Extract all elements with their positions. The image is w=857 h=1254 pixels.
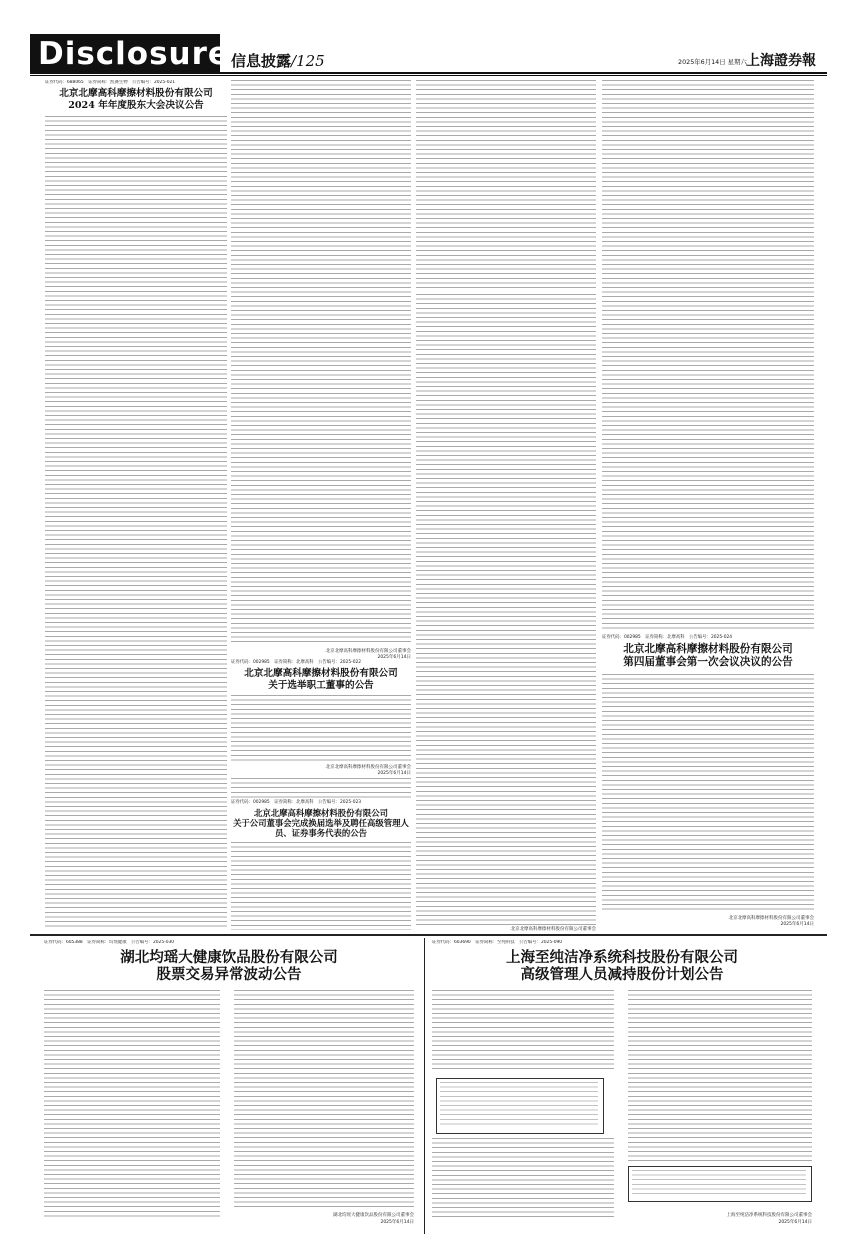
table-content xyxy=(440,1082,598,1128)
article-meta: 证券代码：688065 证券简称：凯赛生物 公告编号：2025-021 xyxy=(45,80,176,85)
article-date: 2025年6月14日 xyxy=(780,922,814,927)
article-board-meeting-column xyxy=(602,80,814,932)
shareholder-info-table xyxy=(436,1078,604,1134)
article-signature: 北京北摩高科摩擦材料股份有限公司董事会 xyxy=(325,765,411,770)
article-body-text xyxy=(231,695,411,763)
title-line: 关于选举职工董事的公告 xyxy=(268,679,374,691)
article-meta: 证券代码：002985 证券简称：北摩高科 公告编号：2025-022 xyxy=(231,660,362,665)
article-title xyxy=(44,949,414,984)
title-line: 北京北摩高科摩擦材料股份有限公司 xyxy=(254,808,388,818)
title-line: 高级管理人员减持股份计划公告 xyxy=(520,966,724,984)
masthead-logo: Disclosure xyxy=(38,36,230,72)
article-signature: 北京北摩高科摩擦材料股份有限公司董事会 xyxy=(510,927,596,932)
section-title xyxy=(231,50,325,71)
article-signature: 北京北摩高科摩擦材料股份有限公司董事会 xyxy=(325,649,411,654)
article-agm-continued xyxy=(231,80,411,932)
article-date: 2025年6月14日 xyxy=(377,655,411,660)
article-agm-resolution xyxy=(45,80,227,932)
article-body-text xyxy=(432,990,614,1072)
title-line: 员、证券事务代表的公告 xyxy=(274,828,368,839)
section-divider xyxy=(30,934,827,936)
column-divider xyxy=(424,938,425,1234)
article-meta: 证券代码：002985 证券简称：北摩高科 公告编号：2025-024 xyxy=(602,635,733,640)
article-date: 2025年6月14日 xyxy=(380,1220,414,1225)
article-body-text xyxy=(416,80,596,288)
title-line: 关于公司董事会完成换届选举及聘任高级管理人 xyxy=(233,818,409,829)
title-line: 湖北均瑶大健康饮品股份有限公司 xyxy=(120,949,338,966)
article-title xyxy=(432,949,812,984)
section-name: 信息披露 xyxy=(231,52,292,70)
title-line: 北京北摩高科摩擦材料股份有限公司 xyxy=(244,668,398,679)
article-body-text xyxy=(231,842,411,930)
article-body-text xyxy=(231,778,411,798)
masthead-rule xyxy=(30,72,827,74)
article-body-text xyxy=(44,990,220,1218)
article-meta: 证券代码：603690 证券简称：至纯科技 公告编号：2025-090 xyxy=(432,940,563,945)
title-line: 股票交易异常波动公告 xyxy=(156,966,302,984)
article-signature: 北京北摩高科摩擦材料股份有限公司董事会 xyxy=(728,916,814,921)
article-body-text xyxy=(231,80,411,645)
article-meta: 证券代码：605388 证券简称：均瑶健康 公告编号：2025-030 xyxy=(44,940,175,945)
masthead-rule-thin xyxy=(30,75,827,76)
title-line: 上海至纯洁净系统科技股份有限公司 xyxy=(506,949,738,966)
article-date: 2025年6月14日 xyxy=(377,771,411,776)
article-junyao-abnormal-trading xyxy=(44,940,414,1230)
article-body-text xyxy=(602,674,814,910)
article-zhichun-share-reduction xyxy=(432,940,812,1230)
article-date: 2025年6月14日 xyxy=(778,1220,812,1225)
article-body-text xyxy=(45,116,227,928)
reduction-plan-table xyxy=(628,1166,812,1202)
table-content xyxy=(632,1170,806,1196)
issue-date: 2025年6月14日 星期六 xyxy=(678,58,747,66)
article-body-text xyxy=(628,990,812,1162)
title-line: 2024 年年度股东大会决议公告 xyxy=(68,99,204,111)
article-signature: 上海至纯洁净系统科技股份有限公司董事会 xyxy=(726,1213,812,1218)
article-body-text xyxy=(416,294,596,926)
title-line: 北京北摩高科摩擦材料股份有限公司 xyxy=(59,88,213,99)
title-line: 北京北摩高科摩擦材料股份有限公司 xyxy=(623,643,793,655)
article-meta: 证券代码：002985 证券简称：北摩高科 公告编号：2025-023 xyxy=(231,800,362,805)
article-title xyxy=(45,88,227,111)
article-reelection-continued xyxy=(416,80,596,932)
article-signature: 湖北均瑶大健康饮品股份有限公司董事会 xyxy=(333,1213,414,1218)
newspaper-brand: 上海證券報 xyxy=(746,53,816,69)
title-line: 第四届董事会第一次会议决议的公告 xyxy=(623,655,793,668)
article-title xyxy=(602,643,814,668)
article-body-text xyxy=(432,1138,614,1218)
article-body-text xyxy=(602,80,814,630)
page-number: /125 xyxy=(291,52,325,70)
article-body-text xyxy=(234,990,414,1208)
article-title xyxy=(231,668,411,691)
article-title xyxy=(231,808,411,838)
